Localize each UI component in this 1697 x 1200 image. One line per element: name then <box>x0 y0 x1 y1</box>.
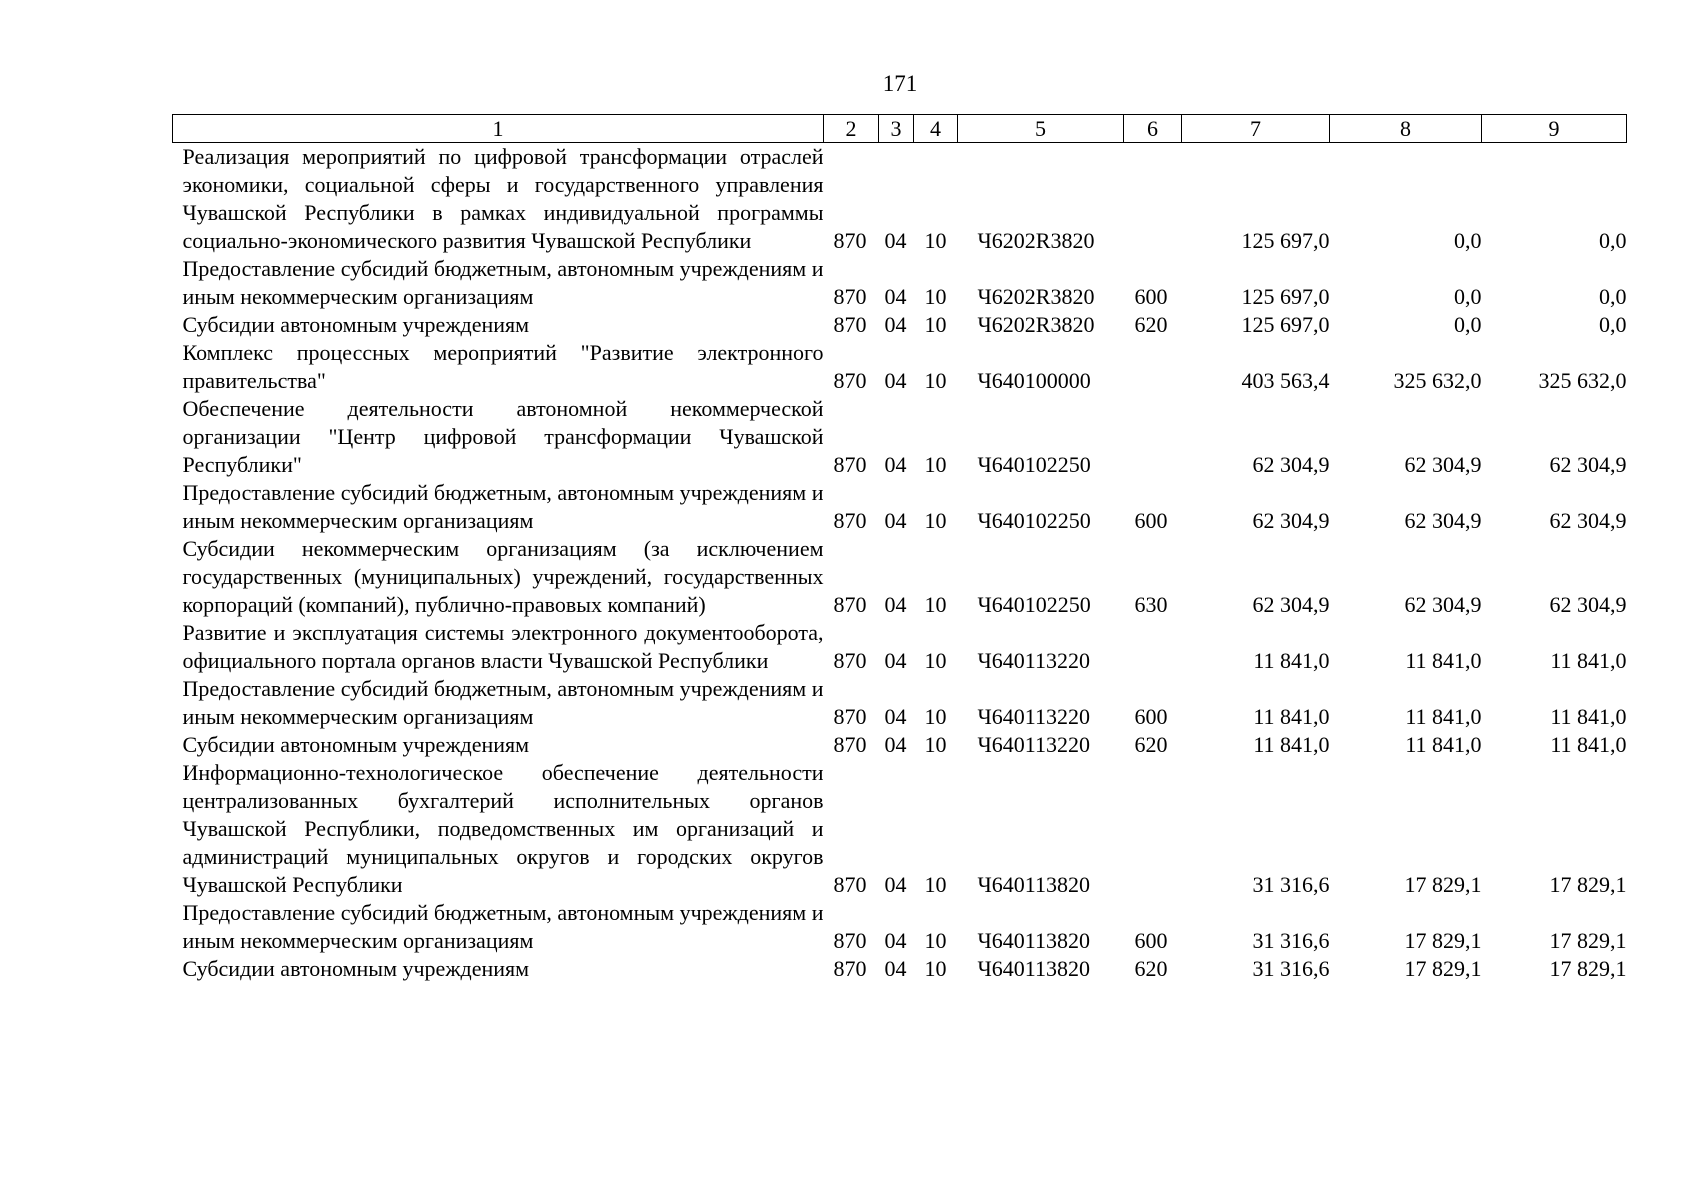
cell-amount-col9: 0,0 <box>1599 312 1627 337</box>
cell-expense-type <box>1124 339 1182 395</box>
cell-amount-col9: 11 841,0 <box>1550 704 1627 729</box>
cell-gl-code: 870 <box>833 452 867 477</box>
cell-section: 04 <box>884 648 907 673</box>
cell-expense-type: 620 <box>1134 956 1168 981</box>
header-col-8: 8 <box>1330 115 1482 143</box>
cell-amount-col8: 11 841,0 <box>1405 732 1482 757</box>
cell-amount-col8: 0,0 <box>1454 312 1482 337</box>
cell-subsection: 10 <box>924 956 947 981</box>
cell-expense-type <box>1124 619 1182 675</box>
cell-subsection: 10 <box>924 872 947 897</box>
cell-section: 04 <box>884 228 907 253</box>
cell-target-article: Ч640113820 <box>977 872 1090 897</box>
cell-amount-col9: 325 632,0 <box>1538 368 1627 393</box>
cell-section: 04 <box>884 928 907 953</box>
row-name: Предоставление субсидий бюджетным, автономным учреждениям и иным некоммерческим организациям <box>182 480 824 533</box>
cell-gl-code: 870 <box>833 872 867 897</box>
cell-amount-col8: 62 304,9 <box>1404 592 1482 617</box>
cell-expense-type: 620 <box>1134 732 1168 757</box>
budget-table <box>172 114 1627 983</box>
table-row <box>173 339 1627 395</box>
header-row <box>173 115 1627 143</box>
cell-gl-code: 870 <box>833 508 867 533</box>
table-row <box>173 619 1627 675</box>
cell-amount-col7: 125 697,0 <box>1241 228 1330 253</box>
cell-subsection: 10 <box>924 284 947 309</box>
cell-subsection: 10 <box>924 452 947 477</box>
cell-section: 04 <box>884 956 907 981</box>
cell-expense-type: 600 <box>1134 928 1168 953</box>
cell-subsection: 10 <box>924 508 947 533</box>
cell-amount-col7: 62 304,9 <box>1252 452 1330 477</box>
header-col-1: 1 <box>173 115 824 143</box>
header-col-2: 2 <box>824 115 879 143</box>
cell-expense-type: 600 <box>1134 284 1168 309</box>
header-col-9: 9 <box>1482 115 1627 143</box>
cell-gl-code: 870 <box>833 956 867 981</box>
row-name: Информационно-технологическое обеспечение деятельности централизованных бухгалтерий исполнительных органов Чувашской Республики, подведомственных им организаций и администраций муниципальных округов и городских округов Чувашской Республики <box>182 760 824 897</box>
cell-gl-code: 870 <box>833 312 867 337</box>
table-row <box>173 675 1627 731</box>
cell-subsection: 10 <box>924 704 947 729</box>
cell-amount-col8: 17 829,1 <box>1404 956 1482 981</box>
cell-amount-col9: 11 841,0 <box>1550 648 1627 673</box>
cell-amount-col8: 17 829,1 <box>1404 872 1482 897</box>
cell-subsection: 10 <box>924 368 947 393</box>
header-col-4: 4 <box>914 115 958 143</box>
cell-section: 04 <box>884 284 907 309</box>
cell-target-article: Ч640102250 <box>977 508 1091 533</box>
cell-subsection: 10 <box>924 732 947 757</box>
cell-amount-col8: 11 841,0 <box>1405 648 1482 673</box>
cell-section: 04 <box>884 452 907 477</box>
cell-gl-code: 870 <box>833 368 867 393</box>
table-row <box>173 479 1627 535</box>
cell-amount-col7: 125 697,0 <box>1241 312 1330 337</box>
row-name: Субсидии автономным учреждениям <box>182 732 530 757</box>
table-body <box>173 143 1627 984</box>
table-row <box>173 759 1627 899</box>
table-row <box>173 311 1627 339</box>
row-name: Субсидии автономным учреждениям <box>182 956 530 981</box>
cell-subsection: 10 <box>924 312 947 337</box>
cell-section: 04 <box>884 508 907 533</box>
cell-gl-code: 870 <box>833 284 867 309</box>
cell-amount-col9: 11 841,0 <box>1550 732 1627 757</box>
cell-amount-col9: 62 304,9 <box>1549 592 1627 617</box>
cell-amount-col9: 62 304,9 <box>1549 452 1627 477</box>
header-col-7: 7 <box>1182 115 1330 143</box>
cell-amount-col8: 17 829,1 <box>1404 928 1482 953</box>
cell-amount-col8: 0,0 <box>1454 284 1482 309</box>
table-row <box>173 143 1627 256</box>
cell-amount-col9: 0,0 <box>1599 228 1627 253</box>
row-name: Комплекс процессных мероприятий "Развитие электронного правительства" <box>182 340 824 393</box>
cell-amount-col9: 17 829,1 <box>1549 872 1627 897</box>
cell-amount-col7: 31 316,6 <box>1252 928 1330 953</box>
cell-amount-col7: 403 563,4 <box>1241 368 1330 393</box>
cell-expense-type <box>1124 759 1182 899</box>
cell-target-article: Ч640113820 <box>977 956 1090 981</box>
cell-amount-col8: 325 632,0 <box>1393 368 1482 393</box>
cell-subsection: 10 <box>924 592 947 617</box>
cell-expense-type <box>1124 395 1182 479</box>
cell-amount-col7: 11 841,0 <box>1253 732 1330 757</box>
row-name: Обеспечение деятельности автономной некоммерческой организации "Центр цифровой трансформации Чувашской Республики" <box>182 396 824 477</box>
cell-subsection: 10 <box>924 928 947 953</box>
cell-gl-code: 870 <box>833 732 867 757</box>
cell-target-article: Ч640113220 <box>977 732 1090 757</box>
cell-amount-col8: 11 841,0 <box>1405 704 1482 729</box>
cell-amount-col7: 31 316,6 <box>1252 872 1330 897</box>
cell-amount-col9: 17 829,1 <box>1549 956 1627 981</box>
cell-expense-type: 600 <box>1134 704 1168 729</box>
cell-target-article: Ч6202R3820 <box>977 284 1095 309</box>
table-header <box>173 115 1627 143</box>
cell-amount-col7: 62 304,9 <box>1252 508 1330 533</box>
header-col-5: 5 <box>958 115 1124 143</box>
cell-amount-col9: 17 829,1 <box>1549 928 1627 953</box>
table-row <box>173 395 1627 479</box>
row-name: Субсидии некоммерческим организациям (за исключением государственных (муниципальных) учреждений, государственных корпораций (компаний), публично-правовых компаний) <box>182 536 824 617</box>
table-row <box>173 899 1627 955</box>
cell-target-article: Ч6202R3820 <box>977 228 1095 253</box>
cell-target-article: Ч640102250 <box>977 592 1091 617</box>
table-row <box>173 955 1627 983</box>
table-row <box>173 731 1627 759</box>
row-name: Предоставление субсидий бюджетным, автономным учреждениям и иным некоммерческим организациям <box>182 256 824 309</box>
cell-amount-col9: 0,0 <box>1599 284 1627 309</box>
header-col-6: 6 <box>1124 115 1182 143</box>
cell-section: 04 <box>884 592 907 617</box>
cell-amount-col8: 62 304,9 <box>1404 508 1482 533</box>
cell-amount-col8: 62 304,9 <box>1404 452 1482 477</box>
cell-expense-type: 620 <box>1134 312 1168 337</box>
cell-gl-code: 870 <box>833 648 867 673</box>
cell-section: 04 <box>884 704 907 729</box>
cell-target-article: Ч640100000 <box>977 368 1091 393</box>
cell-section: 04 <box>884 872 907 897</box>
row-name: Субсидии автономным учреждениям <box>182 312 530 337</box>
row-name: Предоставление субсидий бюджетным, автономным учреждениям и иным некоммерческим организациям <box>182 900 824 953</box>
row-name: Предоставление субсидий бюджетным, автономным учреждениям и иным некоммерческим организациям <box>182 676 824 729</box>
cell-amount-col7: 11 841,0 <box>1253 648 1330 673</box>
cell-expense-type: 600 <box>1134 508 1168 533</box>
cell-section: 04 <box>884 312 907 337</box>
cell-subsection: 10 <box>924 648 947 673</box>
cell-gl-code: 870 <box>833 228 867 253</box>
cell-expense-type: 630 <box>1134 592 1168 617</box>
cell-section: 04 <box>884 368 907 393</box>
row-name: Развитие и эксплуатация системы электронного документооборота, официального портала органов власти Чувашской Республики <box>182 620 824 673</box>
cell-target-article: Ч640113220 <box>977 704 1090 729</box>
cell-gl-code: 870 <box>833 928 867 953</box>
table-row <box>173 535 1627 619</box>
cell-target-article: Ч6202R3820 <box>977 312 1095 337</box>
cell-amount-col9: 62 304,9 <box>1549 508 1627 533</box>
cell-target-article: Ч640113820 <box>977 928 1090 953</box>
cell-target-article: Ч640102250 <box>977 452 1091 477</box>
row-name: Реализация мероприятий по цифровой трансформации отраслей экономики, социальной сферы и государственного управления Чувашской Республики в рамках индивидуальной программы социально-экономического развития Чувашской Республики <box>182 144 824 253</box>
page-number: 171 <box>882 71 918 96</box>
header-col-3: 3 <box>879 115 914 143</box>
cell-subsection: 10 <box>924 228 947 253</box>
cell-amount-col7: 31 316,6 <box>1252 956 1330 981</box>
cell-gl-code: 870 <box>833 704 867 729</box>
cell-amount-col8: 0,0 <box>1454 228 1482 253</box>
cell-amount-col7: 11 841,0 <box>1253 704 1330 729</box>
cell-gl-code: 870 <box>833 592 867 617</box>
cell-target-article: Ч640113220 <box>977 648 1090 673</box>
cell-expense-type <box>1124 143 1182 256</box>
table-row <box>173 255 1627 311</box>
cell-section: 04 <box>884 732 907 757</box>
cell-amount-col7: 62 304,9 <box>1252 592 1330 617</box>
cell-amount-col7: 125 697,0 <box>1241 284 1330 309</box>
